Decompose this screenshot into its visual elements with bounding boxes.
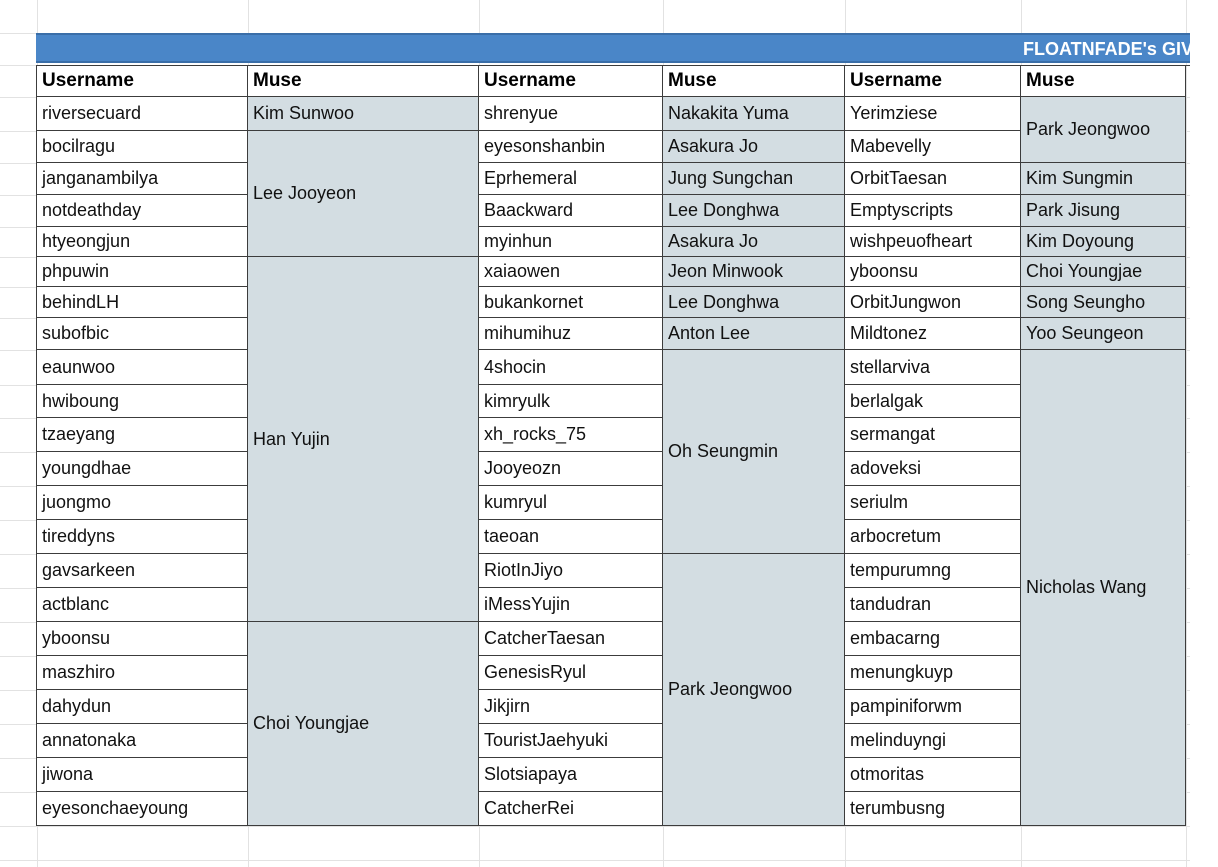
username-cell-text: youngdhae: [42, 458, 132, 478]
username-cell-text: CatcherTaesan: [484, 628, 606, 648]
username-cell-text: terumbusng: [850, 798, 946, 818]
muse-cell-text: Song Seungho: [1026, 291, 1146, 312]
muse-cell[interactable]: [1021, 163, 1186, 195]
username-cell-text: adoveksi: [850, 458, 922, 478]
username-cell-text: phpuwin: [42, 261, 110, 281]
username-cell-text: embacarng: [850, 628, 941, 648]
header-cell[interactable]: [845, 65, 1021, 97]
muse-cell-text: Anton Lee: [668, 323, 751, 343]
username-cell-text: bukankornet: [484, 291, 584, 312]
username-cell[interactable]: [479, 163, 663, 195]
username-cell-text: tempurumng: [850, 560, 952, 580]
username-cell-text: gavsarkeen: [42, 560, 136, 580]
username-cell-text: jiwona: [42, 764, 94, 784]
username-cell[interactable]: [479, 452, 663, 486]
muse-cell-text: Park Jeongwoo: [1026, 119, 1151, 139]
username-cell-text: notdeathday: [42, 200, 142, 220]
username-cell[interactable]: [37, 385, 248, 418]
username-cell[interactable]: [845, 758, 1021, 792]
username-cell[interactable]: [479, 350, 663, 385]
muse-cell-text: Nicholas Wang: [1026, 577, 1147, 597]
muse-cell[interactable]: [663, 554, 845, 826]
username-cell-text: pampiniforwm: [850, 696, 963, 716]
username-cell[interactable]: [845, 520, 1021, 554]
username-cell-text: subofbic: [42, 323, 110, 343]
muse-cell-text: Kim Sungmin: [1026, 168, 1134, 188]
muse-cell-text: Jung Sungchan: [668, 168, 794, 188]
username-cell[interactable]: [845, 385, 1021, 418]
username-cell-text: arbocretum: [850, 526, 942, 546]
username-cell[interactable]: [37, 350, 248, 385]
muse-cell-text: Kim Doyoung: [1026, 231, 1135, 251]
username-cell[interactable]: [479, 656, 663, 690]
username-cell-text: Eprhemeral: [484, 168, 578, 188]
muse-cell-text: Park Jisung: [1026, 200, 1121, 220]
muse-cell[interactable]: [248, 622, 479, 826]
muse-cell[interactable]: [1021, 318, 1186, 350]
username-cell[interactable]: [37, 486, 248, 520]
username-cell[interactable]: [479, 690, 663, 724]
username-cell-text: sermangat: [850, 424, 936, 444]
muse-cell[interactable]: [663, 227, 845, 257]
muse-cell[interactable]: [248, 131, 479, 257]
username-cell-text: OrbitJungwon: [850, 291, 962, 312]
username-cell-text: tzaeyang: [42, 424, 116, 444]
muse-cell-text: Choi Youngjae: [253, 713, 370, 733]
username-cell-text: shrenyue: [484, 103, 559, 123]
username-cell-text: bocilragu: [42, 136, 116, 156]
muse-cell-text: Jeon Minwook: [668, 261, 784, 281]
username-cell-text: menungkuyp: [850, 662, 954, 682]
username-cell[interactable]: [37, 97, 248, 131]
table-border: [36, 65, 37, 826]
username-cell-text: Baackward: [484, 200, 574, 220]
username-cell-text: behindLH: [42, 291, 120, 312]
username-cell-text: otmoritas: [850, 764, 925, 784]
username-cell[interactable]: [845, 350, 1021, 385]
username-cell-text: hwiboung: [42, 390, 120, 411]
username-cell[interactable]: [37, 520, 248, 554]
username-cell[interactable]: [845, 690, 1021, 724]
header-cell-text: Username: [42, 69, 134, 91]
muse-cell[interactable]: [663, 195, 845, 227]
muse-cell[interactable]: [1021, 287, 1186, 318]
username-cell-text: Jooyeozn: [484, 458, 562, 478]
header-cell[interactable]: [37, 65, 248, 97]
username-cell[interactable]: [479, 257, 663, 287]
username-cell[interactable]: [37, 287, 248, 318]
username-cell[interactable]: [479, 318, 663, 350]
muse-cell-text: Lee Donghwa: [668, 291, 780, 312]
username-cell[interactable]: [479, 792, 663, 826]
username-cell[interactable]: [37, 554, 248, 588]
username-cell-text: janganambilya: [42, 168, 159, 188]
username-cell[interactable]: [479, 520, 663, 554]
username-cell[interactable]: [479, 588, 663, 622]
muse-cell-text: Asakura Jo: [668, 136, 759, 156]
muse-cell-text: Lee Donghwa: [668, 200, 780, 220]
username-cell-text: OrbitTaesan: [850, 168, 948, 188]
muse-cell[interactable]: [1021, 97, 1186, 163]
username-cell-text: maszhiro: [42, 662, 116, 682]
username-cell-text: Mabevelly: [850, 136, 932, 156]
username-cell[interactable]: [845, 724, 1021, 758]
username-cell[interactable]: [845, 163, 1021, 195]
username-cell-text: myinhun: [484, 231, 553, 251]
muse-cell-text: Oh Seungmin: [668, 441, 779, 461]
username-cell-text: Slotsiapaya: [484, 764, 578, 784]
username-cell[interactable]: [845, 452, 1021, 486]
username-cell-text: xh_rocks_75: [484, 424, 587, 444]
username-cell[interactable]: [37, 318, 248, 350]
username-cell[interactable]: [845, 656, 1021, 690]
muse-cell[interactable]: [663, 350, 845, 554]
username-cell-text: taeoan: [484, 526, 540, 546]
username-cell-text: kumryul: [484, 492, 548, 512]
username-cell-text: wishpeuofheart: [850, 231, 973, 251]
username-cell[interactable]: [479, 622, 663, 656]
username-cell-text: tireddyns: [42, 526, 116, 546]
header-cell-text: Muse: [1026, 69, 1075, 91]
muse-cell[interactable]: [1021, 257, 1186, 287]
username-cell-text: CatcherRei: [484, 798, 575, 818]
header-cell[interactable]: [248, 65, 479, 97]
username-cell[interactable]: [479, 554, 663, 588]
username-cell[interactable]: [845, 227, 1021, 257]
username-cell[interactable]: [37, 656, 248, 690]
username-cell-text: TouristJaehyuki: [484, 730, 609, 750]
muse-cell-text: Nakakita Yuma: [668, 103, 789, 123]
muse-cell[interactable]: [663, 131, 845, 163]
username-cell[interactable]: [37, 792, 248, 826]
username-cell[interactable]: [845, 622, 1021, 656]
username-cell-text: actblanc: [42, 594, 110, 614]
username-cell[interactable]: [479, 385, 663, 418]
username-cell-text: iMessYujin: [484, 594, 571, 614]
muse-cell-text: Lee Jooyeon: [253, 183, 357, 203]
muse-cell-text: Kim Sunwoo: [253, 103, 355, 123]
muse-cell[interactable]: [663, 257, 845, 287]
gridline-horizontal: [0, 826, 1190, 827]
username-cell[interactable]: [479, 227, 663, 257]
muse-cell[interactable]: [248, 257, 479, 622]
username-cell[interactable]: [37, 724, 248, 758]
username-cell-text: Yerimziese: [850, 103, 938, 123]
username-cell[interactable]: [37, 452, 248, 486]
username-cell[interactable]: [37, 163, 248, 195]
username-cell-text: GenesisRyul: [484, 662, 587, 682]
muse-cell[interactable]: [663, 287, 845, 318]
username-cell-text: riversecuard: [42, 103, 142, 123]
username-cell[interactable]: [479, 195, 663, 227]
username-cell[interactable]: [845, 486, 1021, 520]
username-cell-text: RiotInJiyo: [484, 560, 564, 580]
header-cell[interactable]: [479, 65, 663, 97]
username-cell-text: stellarviva: [850, 356, 931, 377]
username-cell[interactable]: [37, 227, 248, 257]
username-cell-text: htyeongjun: [42, 231, 131, 251]
username-cell-text: dahydun: [42, 696, 112, 716]
username-cell-text: melinduyngi: [850, 730, 947, 750]
username-cell[interactable]: [37, 622, 248, 656]
username-cell[interactable]: [845, 554, 1021, 588]
username-cell-text: eyesonshanbin: [484, 136, 606, 156]
username-cell[interactable]: [37, 195, 248, 227]
muse-cell-text: Asakura Jo: [668, 231, 759, 251]
table-border: [36, 65, 1190, 66]
header-cell-text: Username: [850, 69, 942, 91]
username-cell[interactable]: [37, 257, 248, 287]
username-cell-text: seriulm: [850, 492, 909, 512]
muse-cell-text: Choi Youngjae: [1026, 261, 1143, 281]
username-cell[interactable]: [479, 758, 663, 792]
username-cell[interactable]: [479, 287, 663, 318]
username-cell-text: annatonaka: [42, 730, 137, 750]
username-cell-text: Jikjirn: [484, 696, 531, 716]
muse-cell-text: Park Jeongwoo: [668, 679, 793, 699]
username-cell[interactable]: [479, 418, 663, 452]
header-cell-text: Muse: [668, 69, 717, 91]
username-cell-text: 4shocin: [484, 356, 547, 377]
username-cell[interactable]: [37, 418, 248, 452]
muse-cell[interactable]: [663, 163, 845, 195]
username-cell-text: xaiaowen: [484, 261, 561, 281]
username-cell[interactable]: [845, 195, 1021, 227]
username-cell[interactable]: [845, 418, 1021, 452]
username-cell[interactable]: [845, 257, 1021, 287]
header-cell-text: Muse: [253, 69, 302, 91]
username-cell-text: tandudran: [850, 594, 932, 614]
muse-cell[interactable]: [663, 97, 845, 131]
username-cell-text: eaunwoo: [42, 356, 116, 377]
muse-cell[interactable]: [663, 318, 845, 350]
username-cell[interactable]: [479, 131, 663, 163]
gridline-horizontal: [0, 860, 1190, 861]
username-cell-text: juongmo: [42, 492, 112, 512]
username-cell[interactable]: [37, 131, 248, 163]
username-cell[interactable]: [845, 131, 1021, 163]
username-cell[interactable]: [37, 588, 248, 622]
username-cell-text: Emptyscripts: [850, 200, 954, 220]
username-cell-text: yboonsu: [42, 628, 111, 648]
header-cell[interactable]: [1021, 65, 1186, 97]
header-cell[interactable]: [663, 65, 845, 97]
username-cell[interactable]: [845, 588, 1021, 622]
muse-cell[interactable]: [1021, 350, 1186, 826]
muse-cell-text: Yoo Seungeon: [1026, 323, 1144, 343]
username-cell-text: mihumihuz: [484, 323, 572, 343]
title-banner[interactable]: [36, 33, 1218, 63]
username-cell[interactable]: [37, 758, 248, 792]
muse-cell[interactable]: [1021, 195, 1186, 227]
username-cell-text: Mildtonez: [850, 323, 928, 343]
username-cell[interactable]: [845, 97, 1021, 131]
username-cell-text: kimryulk: [484, 390, 550, 411]
muse-cell[interactable]: [1021, 227, 1186, 257]
username-cell[interactable]: [845, 792, 1021, 826]
username-cell[interactable]: [479, 724, 663, 758]
username-cell[interactable]: [845, 287, 1021, 318]
username-cell-text: berlalgak: [850, 390, 924, 411]
username-cell[interactable]: [479, 97, 663, 131]
username-cell[interactable]: [479, 486, 663, 520]
header-cell-text: Username: [484, 69, 576, 91]
banner-title: FLOATNFADE's GIVEA: [1023, 39, 1218, 59]
muse-cell-text: Han Yujin: [253, 428, 330, 449]
username-cell-text: yboonsu: [850, 261, 919, 281]
username-cell-text: eyesonchaeyoung: [42, 798, 189, 818]
muse-cell[interactable]: [248, 97, 479, 131]
username-cell[interactable]: [37, 690, 248, 724]
username-cell[interactable]: [845, 318, 1021, 350]
